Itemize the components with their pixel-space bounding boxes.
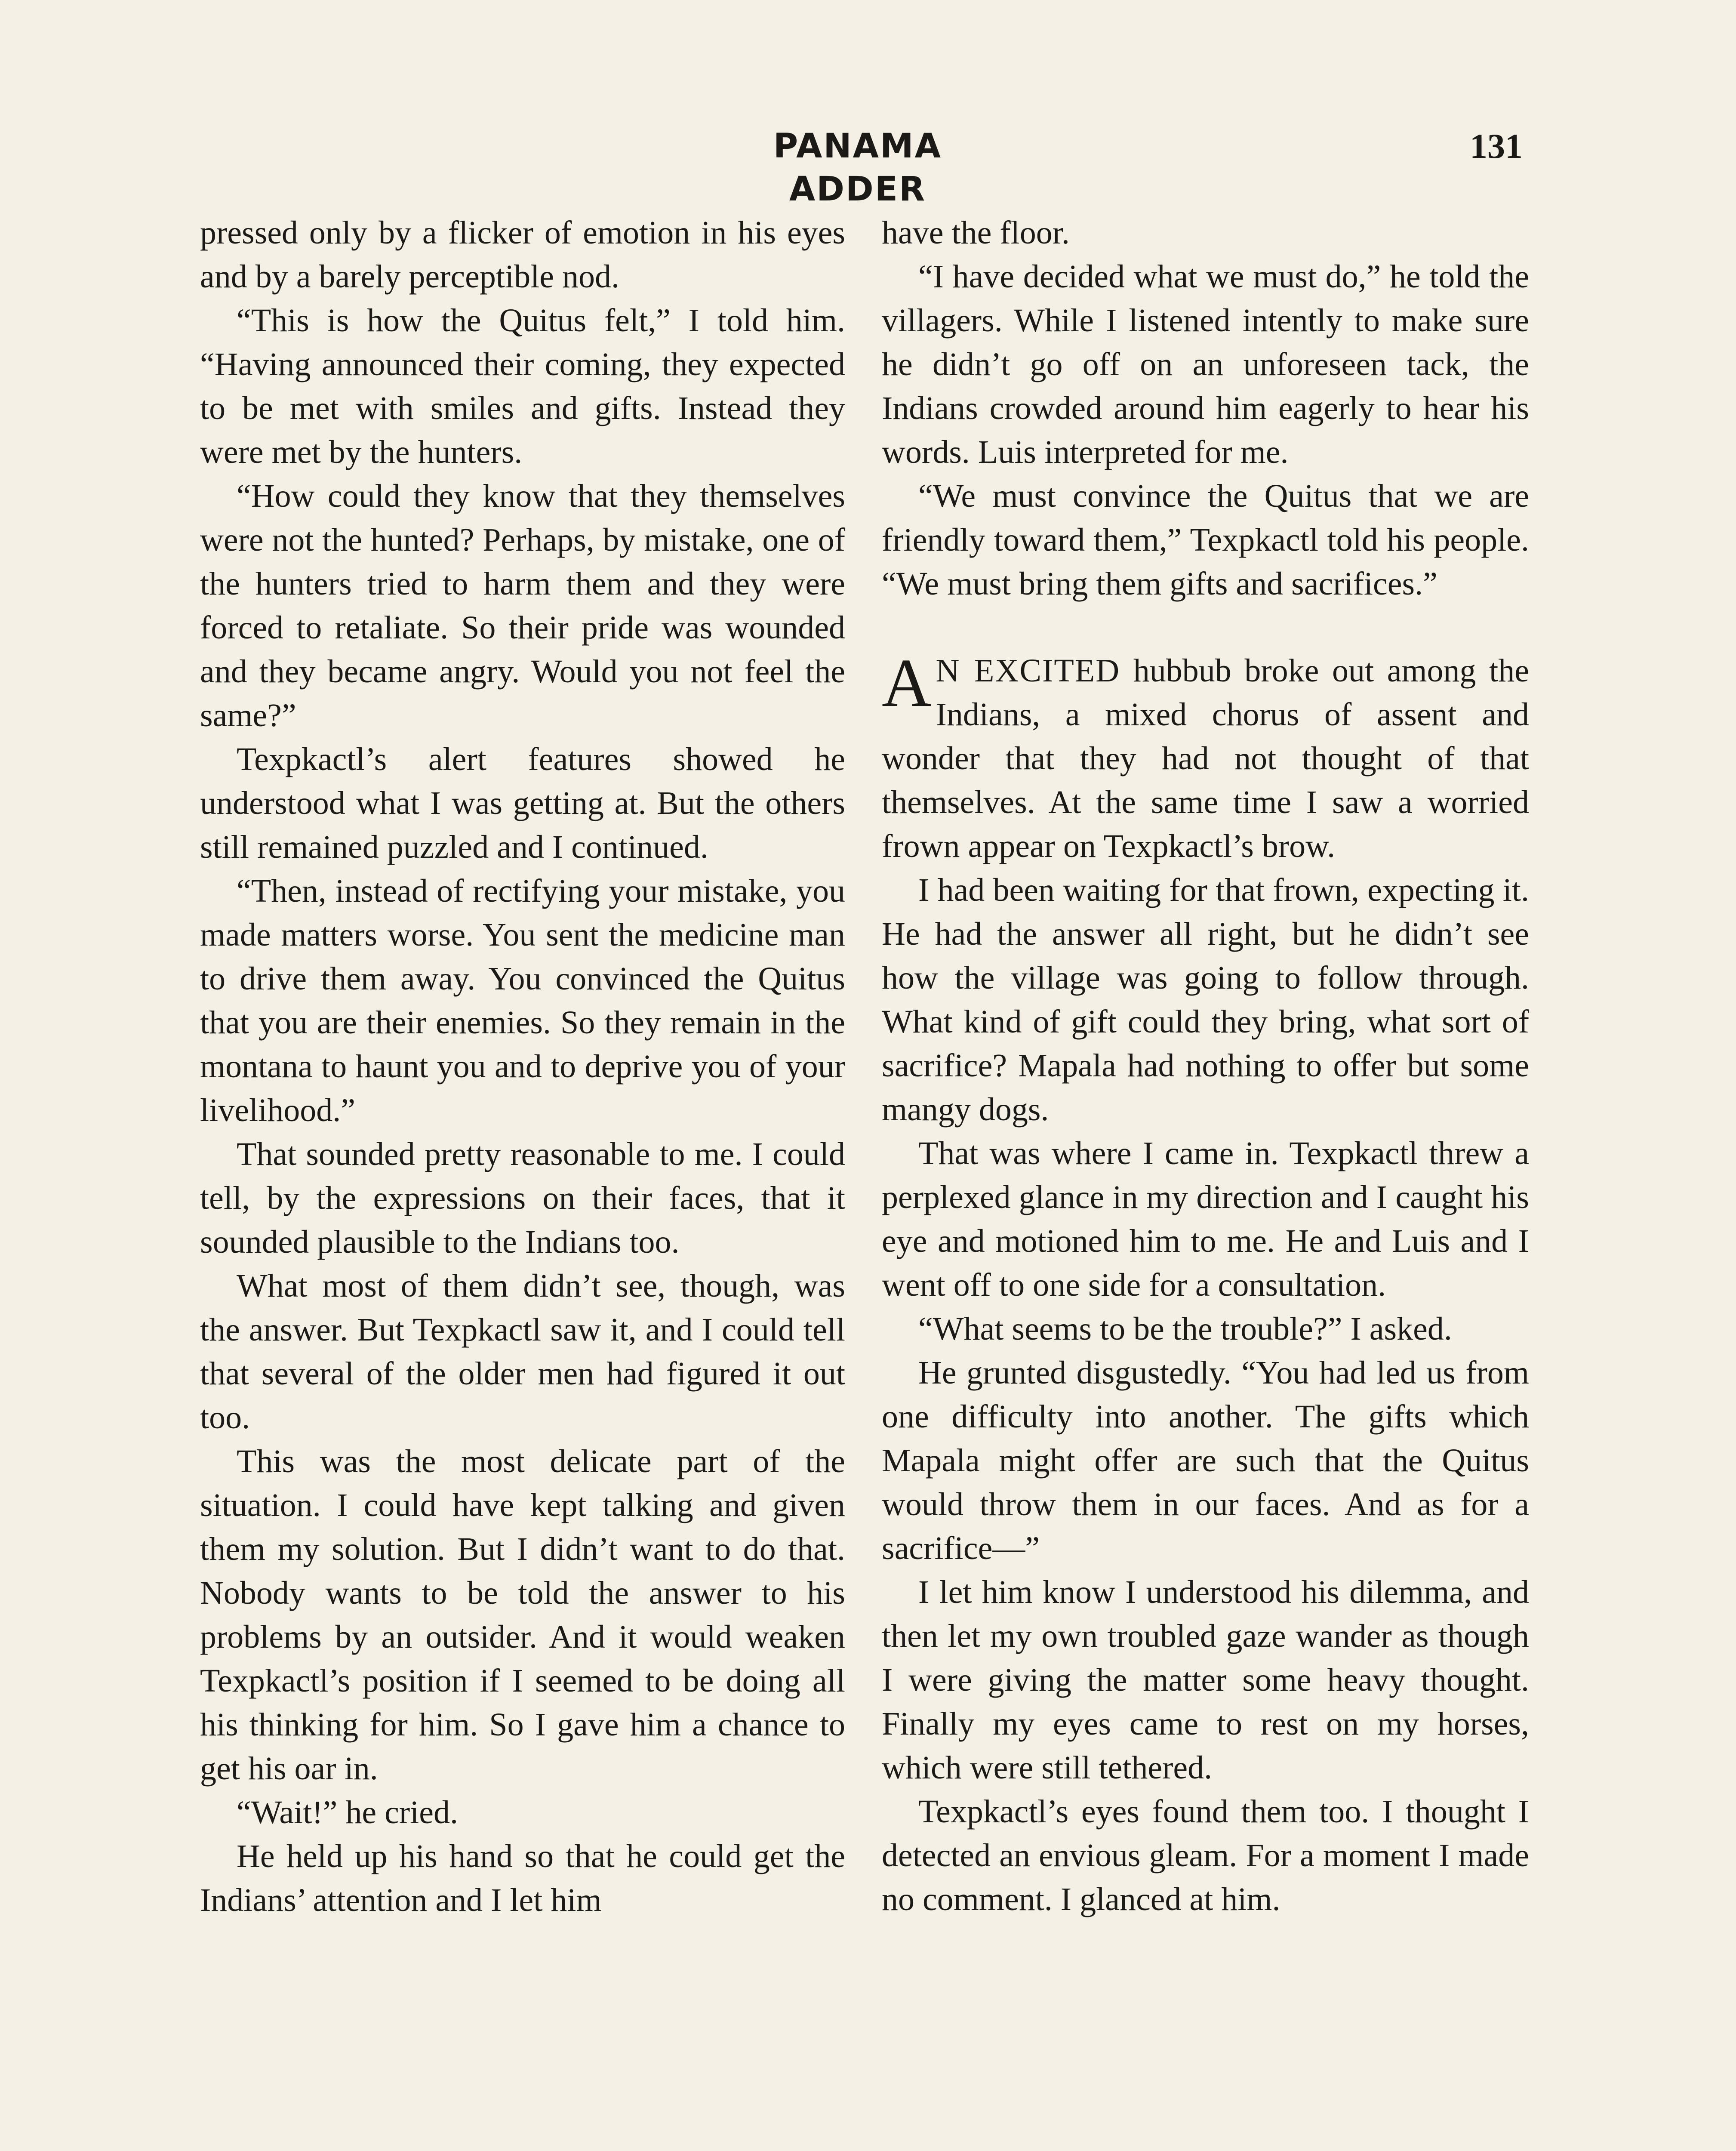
paragraph: I let him know I understood his dilemma, and then let my own troubled gaze wander as though I were giving the matter some heavy thought. Finally my eyes came to rest on my horses, which were still tethered. [882, 1574, 1529, 1786]
paragraph: This was the most delicate part of the situation. I could have kept talking and given them my solution. But I didn’t want to do that. Nobody wants to be told the answer to his problems by an outsider. And it would weaken Texpkactl’s position if I seemed to be doing all his thinking for him. So I gave him a chance to get his oar in. [200, 1443, 845, 1787]
paragraph: That was where I came in. Texpkactl threw a perplexed glance in my direction and I caught his eye and motioned him to me. He and Luis and I went off to one side for a consultation. [882, 1135, 1529, 1303]
paragraph: have the floor. [882, 215, 1070, 251]
paragraph: pressed only by a flicker of emotion in his eyes and by a barely perceptible nod. [200, 215, 845, 295]
paragraph: “This is how the Quitus felt,” I told him. “Having announced their coming, they expected to be met with smiles and gifts. Instead they were met by the hunters. [200, 302, 845, 470]
paragraph: Texpkactl’s eyes found them too. I thought I detected an envious gleam. For a moment I made no comment. I glanced at him. [882, 1794, 1529, 1917]
paragraph: “We must convince the Quitus that we are friendly toward them,” Texpkactl told his people. “We must bring them gifts and sacrifices.” [882, 478, 1529, 602]
paragraph: “What seems to be the trouble?” I asked. [918, 1311, 1452, 1347]
paragraph: “Then, instead of rectifying your mistake, you made matters worse. You sent the medicine man to drive them away. You convinced the Quitus that you are their enemies. So they remain in the montana to haunt you and to deprive you of your livelihood.” [200, 873, 845, 1128]
right-column [882, 211, 1529, 1921]
paragraph: Texpkactl’s alert features showed he understood what I was getting at. But the others still remained puzzled and I continued. [200, 741, 845, 865]
page-number: 131 [1470, 126, 1523, 166]
paragraph: “Wait!” he cried. [237, 1794, 459, 1831]
paragraph: “How could they know that they themselves were not the hunted? Perhaps, by mistake, one of the hunters tried to harm them and they were forced to retaliate. So their pride was wounded and they became angry. Would you not feel the same?” [200, 478, 845, 733]
drop-cap: A [882, 644, 932, 721]
paragraph: He grunted disgustedly. “You had led us from one difficulty into another. The gifts which Mapala might offer are such that the Quitus would throw them in our faces. And as for a sacrifice—” [882, 1355, 1529, 1566]
lead-caps: N EXCITED [936, 653, 1120, 689]
paragraph: That sounded pretty reasonable to me. I could tell, by the expressions on their faces, that it sounded plausible to the Indians too. [200, 1136, 845, 1260]
paragraph: “I have decided what we must do,” he told the villagers. While I listened intently to make sure he didn’t go off on an unforeseen tack, the Indians crowded around him eagerly to hear his words. Luis interpreted for me. [882, 259, 1529, 470]
paragraph: He held up his hand so that he could get the Indians’ attention and I let him [200, 1838, 845, 1918]
paragraph-text: hubbub broke out among the Indians, a mixed chorus of assent and wonder that they had not thought of that themselves. At the same time I saw a worried frown appear on Texpkactl’s brow. [882, 653, 1529, 864]
page-header [0, 125, 1736, 209]
paragraph: What most of them didn’t see, though, was the answer. But Texpkactl saw it, and I could tell that several of the older men had figured it out too. [200, 1268, 845, 1436]
paragraph: I had been waiting for that frown, expecting it. He had the answer all right, but he didn’t see how the village was going to follow through. What kind of gift could they bring, what sort of sacrifice? Mapala had nothing to offer but some mangy dogs. [882, 872, 1529, 1128]
section-break-paragraph [882, 644, 1529, 868]
running-title: PANAMA ADDER [773, 127, 942, 209]
left-column [200, 211, 845, 1922]
